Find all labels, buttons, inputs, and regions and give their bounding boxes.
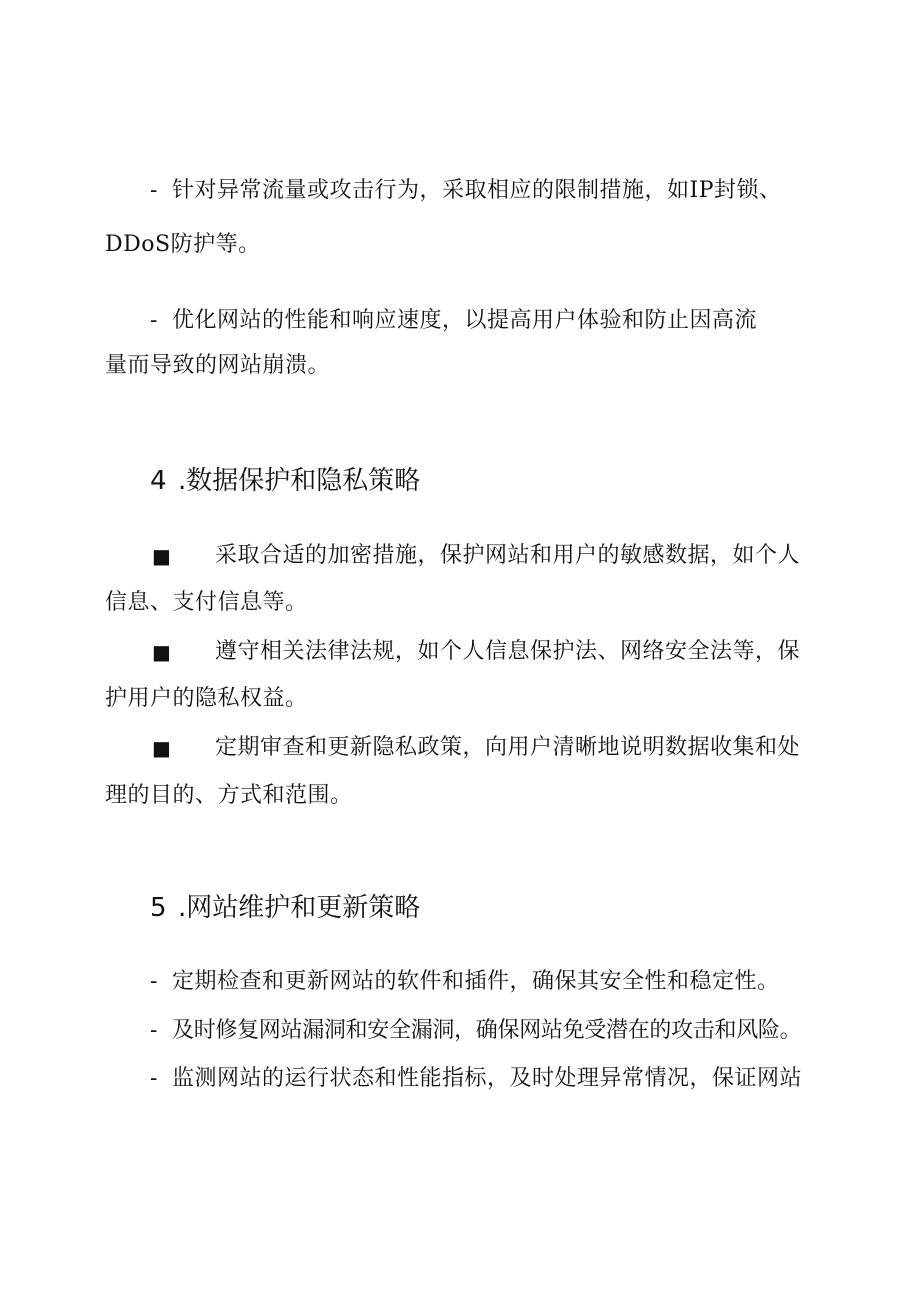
paragraph-line (150, 967, 780, 997)
list-dash: - (150, 308, 158, 333)
list-item-text: 量而导致的网站崩溃。 (105, 353, 331, 378)
list-item-text: 采取合适的加密措施，保护网站和用户的敏感数据，如个人 (215, 543, 801, 568)
paragraph-line (105, 351, 330, 381)
list-item-text: 遵守相关法律法规，如个人信息保护法、网络安全法等，保 (215, 639, 801, 664)
list-item-text: 理的目的、方式和范围。 (105, 783, 353, 808)
list-item-text: DDoS防护等。 (105, 232, 261, 257)
paragraph-line (150, 1016, 801, 1046)
paragraph-line (150, 1064, 802, 1094)
list-item-text: 护用户的隐私权益。 (105, 686, 308, 711)
list-dash: - (150, 969, 158, 994)
section-heading (150, 464, 420, 498)
list-item-text: 针对异常流量或攻击行为，采取相应的限制措施，如IP封锁、 (172, 178, 782, 203)
paragraph-line (105, 781, 353, 811)
list-dash: - (150, 1018, 158, 1043)
list-item-text: 信息、支付信息等。 (105, 590, 308, 615)
list-item-text: 优化网站的性能和响应速度，以提高用户体验和防止因高流 (172, 308, 758, 333)
section-number: 4 (150, 466, 167, 496)
section-heading (150, 891, 420, 925)
paragraph-line (105, 684, 308, 714)
paragraph-line (215, 733, 800, 763)
paragraph-line (105, 588, 308, 618)
square-bullet-icon: ■ (152, 736, 171, 760)
list-item-text: 定期审查和更新隐私政策，向用户清晰地说明数据收集和处 (215, 735, 801, 760)
paragraph-line (215, 637, 800, 667)
paragraph-line (215, 541, 800, 571)
list-item-text: 及时修复网站漏洞和安全漏洞，确保网站免受潜在的攻击和风险。 (172, 1018, 802, 1043)
section-number: 5 (150, 893, 167, 923)
section-title: .网站维护和更新策略 (178, 893, 421, 923)
list-item-text: 监测网站的运行状态和性能指标，及时处理异常情况，保证网站 (172, 1066, 803, 1091)
list-item-text: 定期检查和更新网站的软件和插件，确保其安全性和稳定性。 (172, 969, 780, 994)
list-dash: - (150, 1066, 158, 1091)
square-bullet-icon: ■ (152, 640, 171, 664)
square-bullet-icon: ■ (152, 544, 171, 568)
paragraph-line (105, 230, 261, 260)
list-dash: - (150, 178, 158, 203)
paragraph-line (150, 176, 782, 206)
section-title: .数据保护和隐私策略 (178, 466, 421, 496)
paragraph-line (150, 306, 757, 336)
